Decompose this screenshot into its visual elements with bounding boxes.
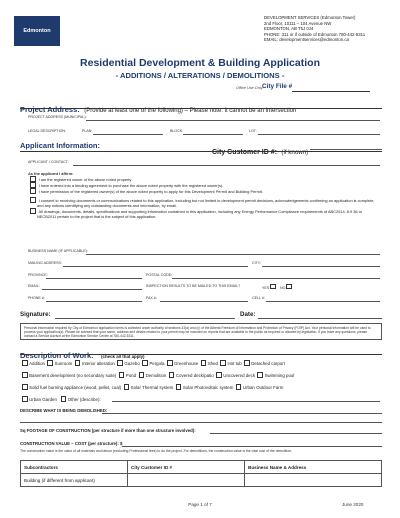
table-header: City Customer ID # xyxy=(128,461,245,474)
address-line: EMAIL: developmentservices@edmonton.ca xyxy=(264,37,349,42)
table-cell[interactable] xyxy=(128,474,245,487)
customer-id-field[interactable] xyxy=(310,149,382,150)
work-option[interactable]: Uncovered deck xyxy=(216,373,255,378)
checkbox[interactable] xyxy=(30,197,36,203)
city-field[interactable] xyxy=(262,266,380,267)
address-line: DEVELOPMENT SERVICES (Edmonton Tower) xyxy=(264,15,356,20)
block-label: BLOCK: xyxy=(170,129,184,133)
affirmation-item[interactable]: All drawings, documents, details, specifications and supporting information contained in this application, including any Energy Performance Compliance requirements of ABC2014: 8.9.36 or NECB2011 pertain to the project that is the subject of this application. xyxy=(30,208,380,219)
sqft-field[interactable] xyxy=(210,433,382,434)
work-option[interactable]: Pond xyxy=(119,373,136,378)
header-address xyxy=(264,15,365,43)
project-address-heading: Project Address: xyxy=(20,105,80,114)
address-line: EDMONTON, AB T5J 0J4 xyxy=(264,26,314,31)
work-option[interactable]: Hot tub xyxy=(220,361,241,366)
demolished-label: DESCRIBE WHAT IS BEING DEMOLISHED: xyxy=(20,408,108,413)
table-row xyxy=(21,474,382,487)
work-row-4 xyxy=(22,396,101,402)
inspection-label: INSPECTION RESULTS TO BE MAILED TO THIS EMAIL? xyxy=(146,284,241,288)
address-line: 2nd Floor, 10111 – 104 Avenue NW xyxy=(264,20,332,26)
yes-checkbox[interactable] xyxy=(270,284,275,289)
city-file-field[interactable] xyxy=(292,91,370,92)
work-option[interactable]: Detached carport xyxy=(244,361,285,366)
legal-label: LEGAL DESCRIPTION: xyxy=(28,129,67,133)
privacy-disclaimer: Personal information required by City of Edmonton application forms is collected under authority of sections 33(a) and (c) of the Alberta Freedom of Information and Protection of Privacy (FOIP) Act. Your personal information will be used to process your application(s). Please be advised that your name, address and details related to your permit may be included on reports that are available to the public as required or allowed by legislation. If you have any questions, please contact a Service Advisor at the Edmonton Service Centre at 780-442-5311. xyxy=(20,323,382,340)
signature-field[interactable] xyxy=(55,318,235,319)
email-label: EMAIL: xyxy=(28,284,40,288)
form-subtitle: - ADDITIONS / ALTERATIONS / DEMOLITIONS - xyxy=(115,71,285,80)
footer-date: June 2020 xyxy=(342,502,364,507)
work-option[interactable]: Basement development (no secondary suite) xyxy=(22,373,116,378)
table-header: Subcontractors xyxy=(21,461,128,474)
customer-id-row xyxy=(212,141,308,159)
customer-id-label: City Customer ID #: xyxy=(212,149,277,156)
affirmation-item[interactable]: I have entered into a binding agreement to purchase the above noted property with the registered owner(s). xyxy=(30,182,380,188)
work-option[interactable]: Solid fuel burning appliance (wood, pellet, coal) xyxy=(22,385,121,390)
work-option[interactable]: Other (describe): xyxy=(61,397,101,402)
city-label: CITY: xyxy=(252,261,261,265)
yes-option[interactable]: YES xyxy=(262,284,276,290)
project-address-note: (Provide at least one of the following) – Please note: it cannot be an intersection xyxy=(84,108,297,114)
postal-label: POSTAL CODE: xyxy=(146,273,173,277)
section-divider xyxy=(20,151,382,152)
work-option[interactable]: Swimming pool xyxy=(257,373,294,378)
applicant-heading: Applicant Information: xyxy=(20,141,100,150)
fax-field[interactable] xyxy=(160,301,248,302)
section-divider xyxy=(20,108,382,109)
work-row-2 xyxy=(22,372,294,378)
table-header: Business Name & Address xyxy=(245,461,382,474)
work-option[interactable]: Urban Outdoor Farm xyxy=(236,385,284,390)
work-option[interactable]: Interior alteration xyxy=(75,361,115,366)
table-header-row xyxy=(21,461,382,474)
affirmation-item[interactable]: I have permission of the registered owner(s) of the above noted property to apply for this Development Permit and Building Permit. xyxy=(30,188,380,194)
mailing-label: MAILING ADDRESS: xyxy=(28,261,62,265)
cell-field[interactable] xyxy=(266,301,380,302)
value-note: The construction value is the value of all materials and labour (excluding Professional fees) to do the project. For demolitions, the construction value is the total cost of the demolition. xyxy=(20,449,292,453)
checkbox[interactable] xyxy=(30,208,36,214)
other-describe-field[interactable] xyxy=(112,401,380,402)
phone-label: PHONE #: xyxy=(28,296,45,300)
value-field[interactable] xyxy=(122,446,382,447)
sqft-label: Sq FOOTAGE OF CONSTRUCTION (per structure if more than one structure involved): xyxy=(20,428,196,433)
work-option[interactable]: Greenhouse xyxy=(167,361,198,366)
checkbox[interactable] xyxy=(30,176,36,182)
date-label: Date: xyxy=(240,311,256,318)
city-file-label: City File # xyxy=(262,83,293,90)
subcontractors-table xyxy=(20,460,382,487)
business-name-label: BUSINESS NAME (IF APPLICABLE): xyxy=(28,249,88,253)
work-option[interactable]: Shed xyxy=(201,361,218,366)
table-cell: Building (if different from applicant) xyxy=(21,474,128,487)
affirmation-item[interactable]: I am the registered owner of the above noted property xyxy=(30,176,380,182)
work-row-3 xyxy=(22,384,283,390)
business-name-field[interactable] xyxy=(86,254,380,255)
value-label: CONSTRUCTION VALUE – COST (per structure): $ xyxy=(20,441,123,446)
work-check-note: (check all that apply) xyxy=(101,354,145,359)
contact-label: APPLICANT / CONTACT: xyxy=(28,160,69,164)
province-field[interactable] xyxy=(46,278,142,279)
work-option[interactable]: Demolition xyxy=(139,373,167,378)
affirmation-list xyxy=(30,176,380,219)
section-divider xyxy=(20,354,382,355)
work-option[interactable]: Solar Thermal system xyxy=(124,385,174,390)
work-option[interactable]: Gazebo xyxy=(117,361,139,366)
work-option[interactable]: Pergola xyxy=(142,361,164,366)
checkbox[interactable] xyxy=(30,182,36,188)
work-option[interactable]: Solar Photovoltaic system xyxy=(176,385,234,390)
page-number: Page 1 of 7 xyxy=(188,502,212,507)
edmonton-logo: Edmonton xyxy=(14,16,60,46)
affirm-label: As the applicant I affirm: xyxy=(28,171,74,176)
demolished-field[interactable] xyxy=(102,413,382,414)
phone-field[interactable] xyxy=(46,301,142,302)
work-heading: Description of Work: xyxy=(20,351,94,360)
mailing-field[interactable] xyxy=(63,266,248,267)
office-use-label: Office Use Only: xyxy=(236,86,264,90)
work-row-1 xyxy=(22,360,285,366)
plan-label: PLAN: xyxy=(82,129,93,133)
checkbox[interactable] xyxy=(30,188,36,194)
demolished-field-2[interactable] xyxy=(20,422,382,423)
fax-label: FAX #: xyxy=(146,296,157,300)
affirmation-item[interactable]: I consent to receiving documents or communications related to this application, including but not limited to development permit decisions, acknowledgements confirming an application is complete, and any notices identifying any outstanding documents and information, by email. xyxy=(30,197,380,208)
postal-field[interactable] xyxy=(172,278,380,279)
work-option[interactable]: Sunroom xyxy=(47,361,72,366)
municipal-label: PROJECT ADDRESS (MUNICIPAL): xyxy=(28,115,87,119)
work-option[interactable]: Urban Garden xyxy=(22,397,57,402)
block-field[interactable] xyxy=(183,134,243,135)
date-field[interactable] xyxy=(258,318,382,319)
customer-id-note: (if known) xyxy=(281,149,309,156)
plan-field[interactable] xyxy=(93,134,163,135)
email-field[interactable] xyxy=(42,289,142,290)
address-line: PHONE: 311 or if outside of Edmonton 780-442-5311 xyxy=(264,31,366,37)
form-title: Residential Development & Building Application xyxy=(80,57,320,69)
no-option[interactable]: NO xyxy=(280,284,292,290)
province-label: PROVINCE: xyxy=(28,273,48,277)
cell-label: CELL #: xyxy=(252,296,265,300)
no-checkbox[interactable] xyxy=(286,284,291,289)
contact-field[interactable] xyxy=(73,165,380,166)
municipal-field[interactable] xyxy=(86,120,380,121)
signature-label: Signature: xyxy=(20,311,51,318)
lot-field[interactable] xyxy=(258,134,380,135)
work-option[interactable]: Covered deck/patio xyxy=(169,373,214,378)
work-option[interactable]: Addition xyxy=(22,361,45,366)
table-cell[interactable] xyxy=(245,474,382,487)
lot-label: LOT: xyxy=(249,129,257,133)
